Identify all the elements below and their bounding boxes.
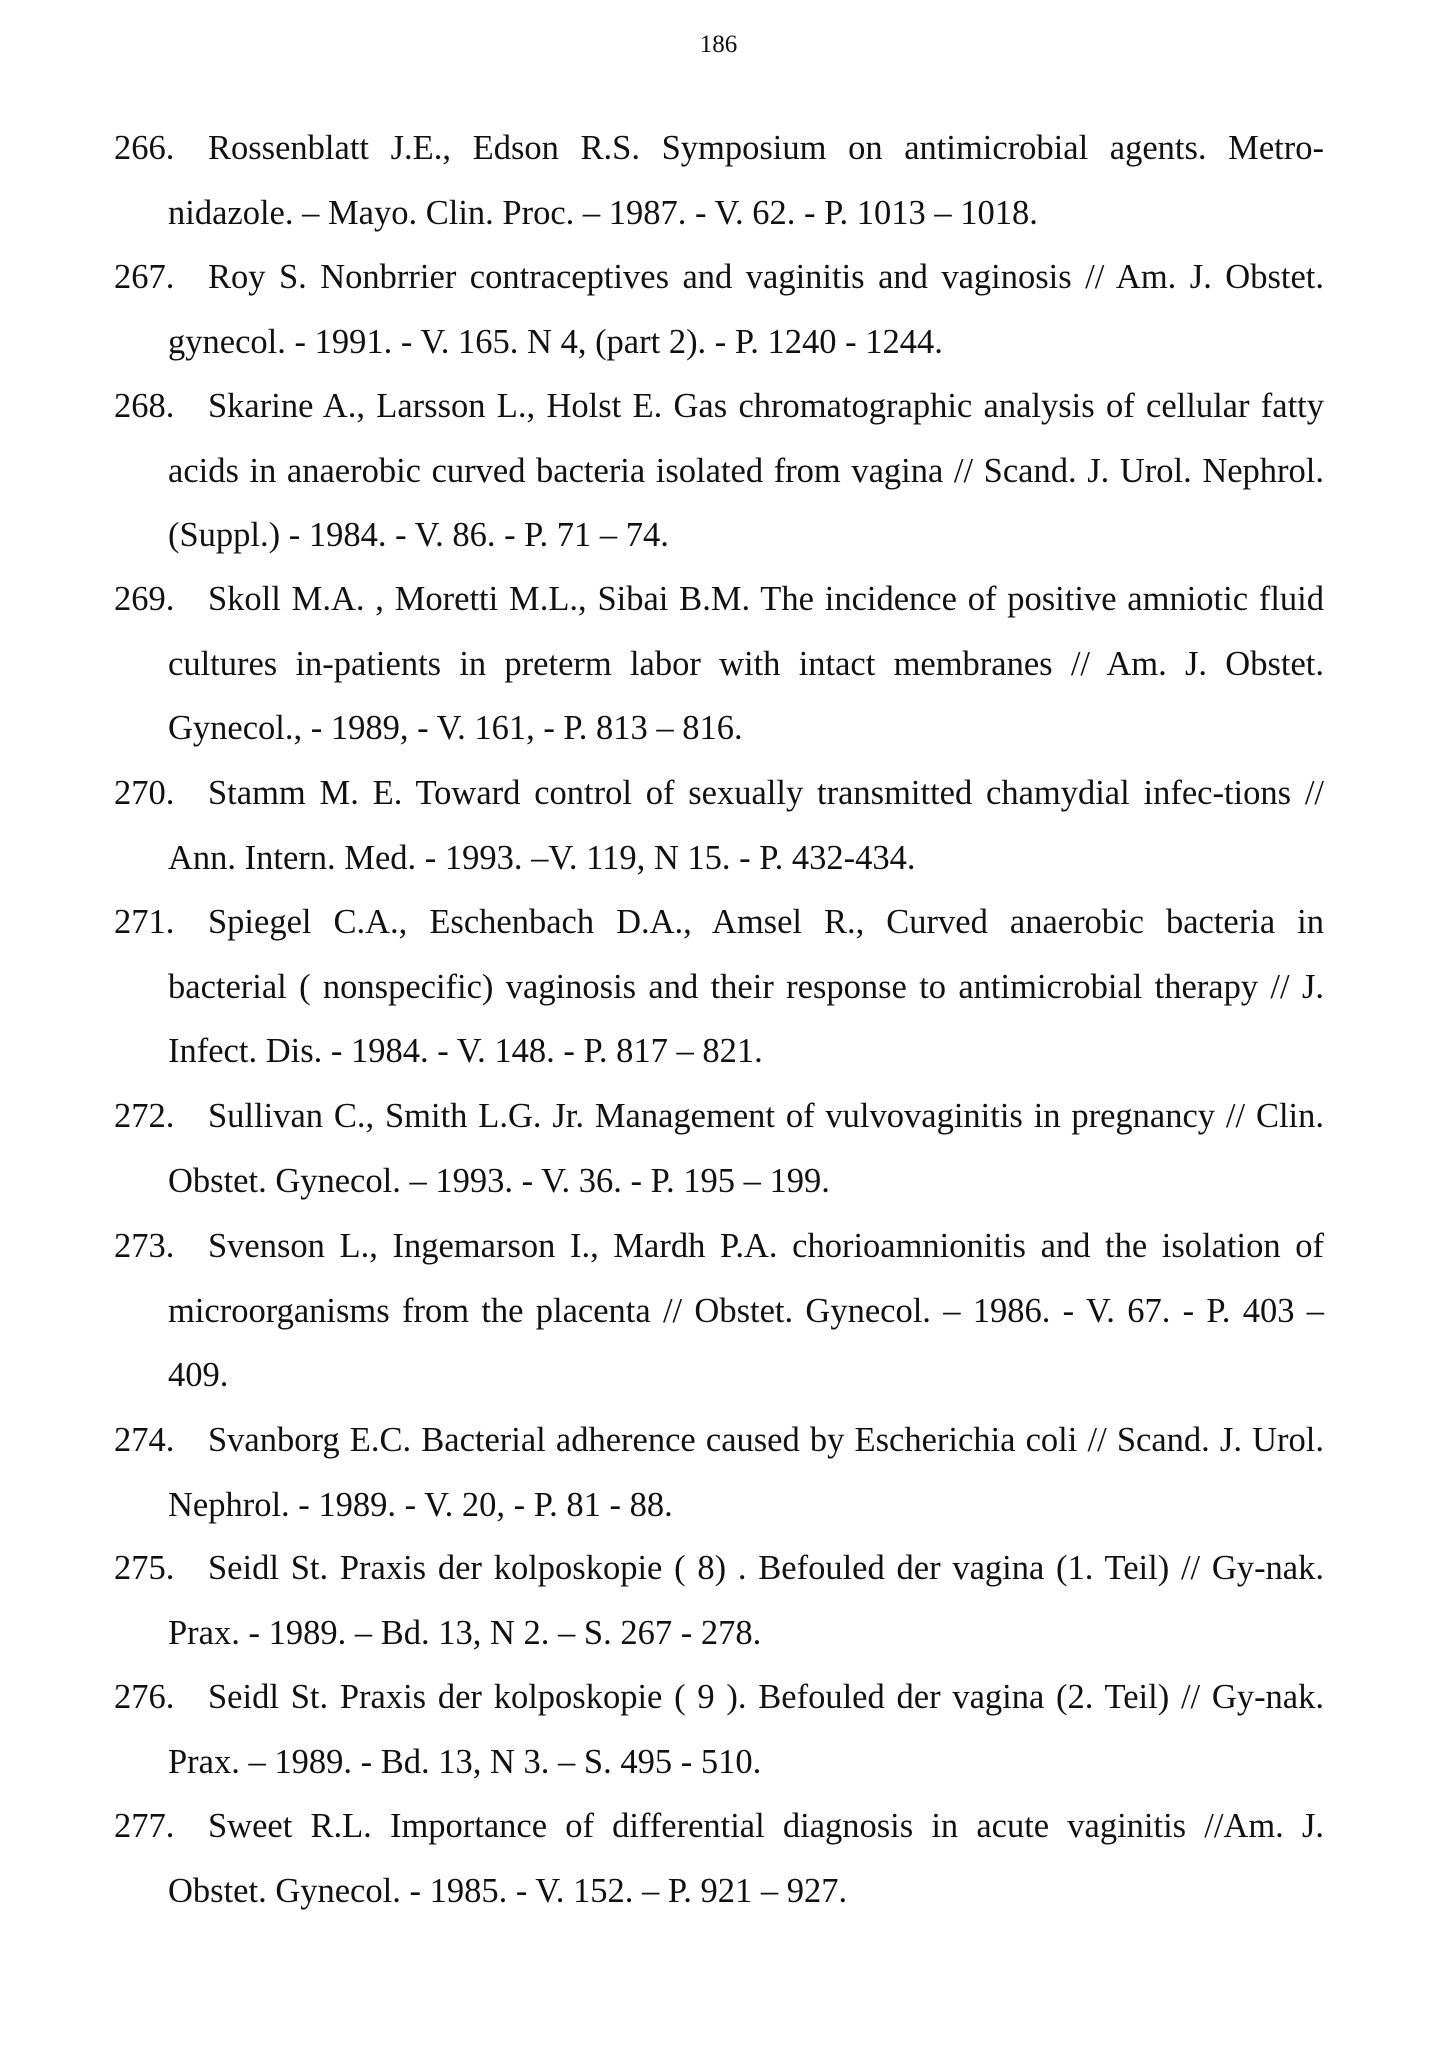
reference-number: 277. [114, 1807, 175, 1845]
reference-text: Skoll M.A. , Moretti M.L., Sibai B.M. The incidence of positive amniotic fluid cultures in-patients in preterm labor with intact membranes // Am. J. Obstet. Gynecol., - 1989, - V. 161, - P. 813 – 816. [168, 580, 1324, 747]
reference-number: 269. [114, 580, 175, 618]
reference-text: Sweet R.L. Importance of differential diagnosis in acute vaginitis //Am. J. Obstet. Gynecol. - 1985. - V. 152. – P. 921 – 927. [168, 1807, 1324, 1910]
reference-number: 268. [114, 387, 175, 425]
reference-number: 274. [114, 1421, 175, 1459]
reference-text: Roy S. Nonbrrier contraceptives and vaginitis and vaginosis // Am. J. Obstet. gynecol. - 1991. - V. 165. N 4, (part 2). - P. 1240 - 1244. [168, 258, 1324, 361]
reference-number: 272. [114, 1097, 175, 1135]
page-number: 186 [699, 31, 738, 58]
reference-text: Seidl St. Praxis der kolposkopie ( 9 ). Befouled der vagina (2. Teil) // Gy-nak. Prax. – 1989. - Bd. 13, N 3. – S. 495 - 510. [168, 1678, 1324, 1781]
reference-number: 270. [114, 774, 175, 812]
reference-text: Seidl St. Praxis der kolposkopie ( 8) . Befouled der vagina (1. Teil) // Gy-nak. Prax. - 1989. – Bd. 13, N 2. – S. 267 - 278. [168, 1549, 1324, 1652]
reference-text: Svanborg E.C. Bacterial adherence caused by Escherichia coli // Scand. J. Urol. Nephrol. - 1989. - V. 20, - P. 81 - 88. [168, 1421, 1324, 1524]
reference-number: 273. [114, 1227, 175, 1265]
reference-number: 267. [114, 258, 175, 296]
reference-text: Skarine A., Larsson L., Holst E. Gas chromatographic analysis of cellular fatty acids in anaerobic curved bacteria isolated from vagina // Scand. J. Urol. Nephrol. (Suppl.) - 1984. - V. 86. - P. 71 – 74. [168, 387, 1324, 554]
reference-text: Svenson L., Ingemarson I., Mardh P.A. chorioamnionitis and the isolation of microorganisms from the placenta // Obstet. Gynecol. – 1986. - V. 67. - P. 403 – 409. [168, 1227, 1324, 1394]
reference-number: 266. [114, 129, 175, 167]
reference-text: Stamm M. E. Toward control of sexually transmitted chamydial infec-tions // Ann. Intern. Med. - 1993. –V. 119, N 15. - P. 432-434. [168, 774, 1324, 877]
reference-text: Spiegel C.A., Eschenbach D.A., Amsel R., Curved anaerobic bacteria in bacterial ( nonspecific) vaginosis and their response to antimicrobial therapy // J. Infect. Dis. - 1984. - V. 148. - P. 817 – 821. [168, 903, 1324, 1070]
reference-number: 271. [114, 903, 175, 941]
reference-text: Sullivan C., Smith L.G. Jr. Management of vulvovaginitis in pregnancy // Clin. Obstet. Gynecol. – 1993. - V. 36. - P. 195 – 199. [168, 1097, 1324, 1200]
reference-number: 275. [114, 1549, 175, 1587]
reference-number: 276. [114, 1678, 175, 1716]
reference-text: Rossenblatt J.E., Edson R.S. Symposium on antimicrobial agents. Metro-nidazole. – Mayo. Clin. Proc. – 1987. - V. 62. - P. 1013 – 1018. [168, 129, 1324, 232]
